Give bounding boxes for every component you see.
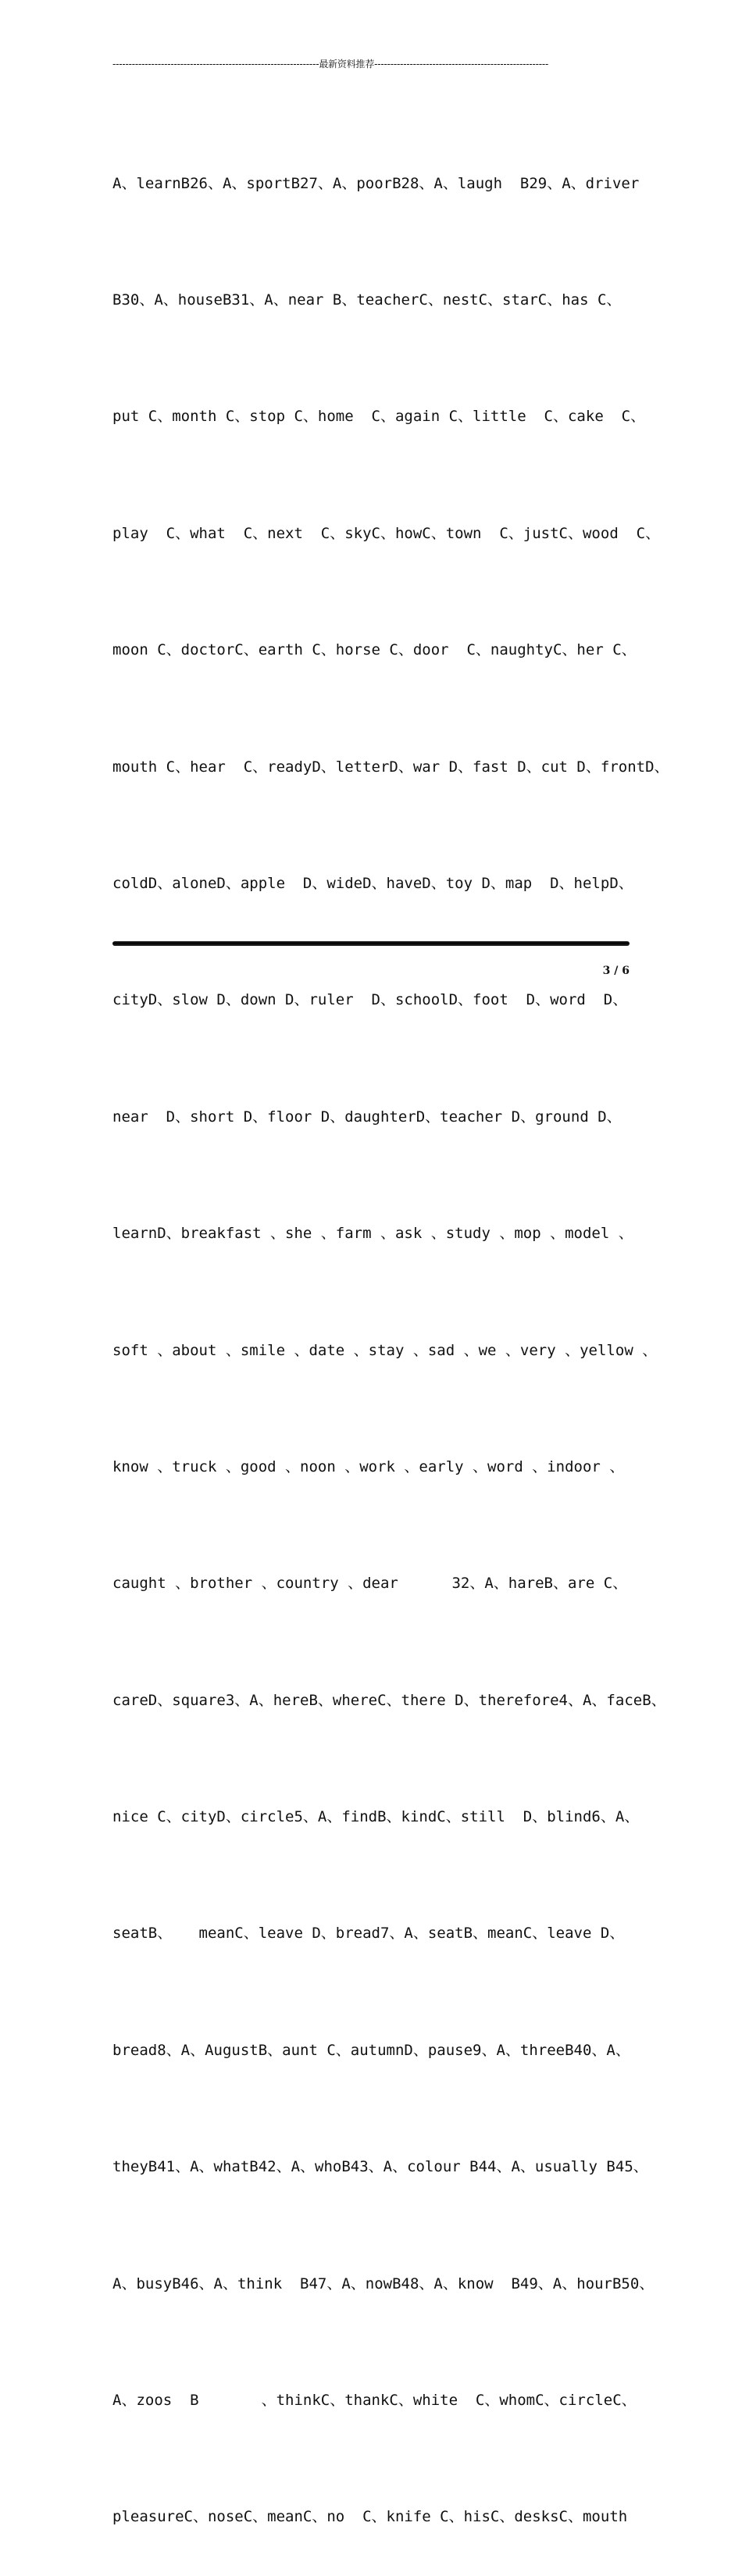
text-line: play C、what C、next C、skyC、howC、town C、justC、wood C、: [112, 524, 661, 542]
text-line: theyB41、A、whatB42、A、whoB43、A、colour B44、A、usually B45、: [112, 2158, 648, 2176]
text-line: careD、square3、A、hereB、whereC、there D、therefore4、A、faceB、: [112, 1691, 666, 1709]
text-line: A、zoos B 、thinkC、thankC、white C、whomC、circleC、: [112, 2392, 637, 2410]
page-header: [0, 56, 742, 73]
header-title: ----------------------------------------------------------------最新资料推荐------------------------------------------------------: [112, 59, 549, 70]
text-line: near D、short D、floor D、daughterD、teacher D、ground D、: [112, 1108, 622, 1126]
page-number: 3 / 6: [602, 965, 630, 977]
text-line: know 、truck 、good 、noon 、work 、early 、word 、indoor 、: [112, 1457, 625, 1475]
text-line: B30、A、houseB31、A、near B、teacherC、nestC、starC、has C、: [112, 291, 622, 309]
text-line: cityD、slow D、down D、ruler D、schoolD、foot D、word D、: [112, 991, 628, 1009]
text-line: moon C、doctorC、earth C、horse C、door C、naughtyC、her C、: [112, 641, 637, 659]
text-line: bread8、A、AugustB、aunt C、autumnD、pause9、A、threeB40、A、: [112, 2041, 630, 2059]
document-body: [112, 87, 669, 2576]
text-line: seatB、 meanC、leave D、bread7、A、seatB、meanC、leave D、: [112, 1925, 625, 1943]
footer-divider: [112, 941, 630, 946]
text-line: soft 、about 、smile 、date 、stay 、sad 、we 、very 、yellow 、: [112, 1341, 658, 1359]
text-line: coldD、aloneD、apple D、wideD、haveD、toy D、map D、helpD、: [112, 874, 633, 892]
text-line: pleasureC、noseC、meanC、no C、knife C、hisC、desksC、mouth: [112, 2508, 628, 2526]
text-line: mouth C、hear C、readyD、letterD、war D、fast D、cut D、frontD、: [112, 758, 669, 776]
text-line: A、learnB26、A、sportB27、A、poorB28、A、laugh B29、A、driver: [112, 174, 640, 192]
text-line: A、busyB46、A、think B47、A、nowB48、A、know B49、A、hourB50、: [112, 2275, 655, 2292]
text-line: caught 、brother 、country 、dear 32、A、hareB、are C、: [112, 1575, 628, 1593]
text-line: nice C、cityD、circle5、A、findB、kindC、still D、blind6、A、: [112, 1808, 640, 1826]
text-line: put C、month C、stop C、home C、again C、little C、cake C、: [112, 408, 646, 426]
text-line: learnD、breakfast 、she 、farm 、ask 、study 、mop 、model 、: [112, 1225, 633, 1243]
